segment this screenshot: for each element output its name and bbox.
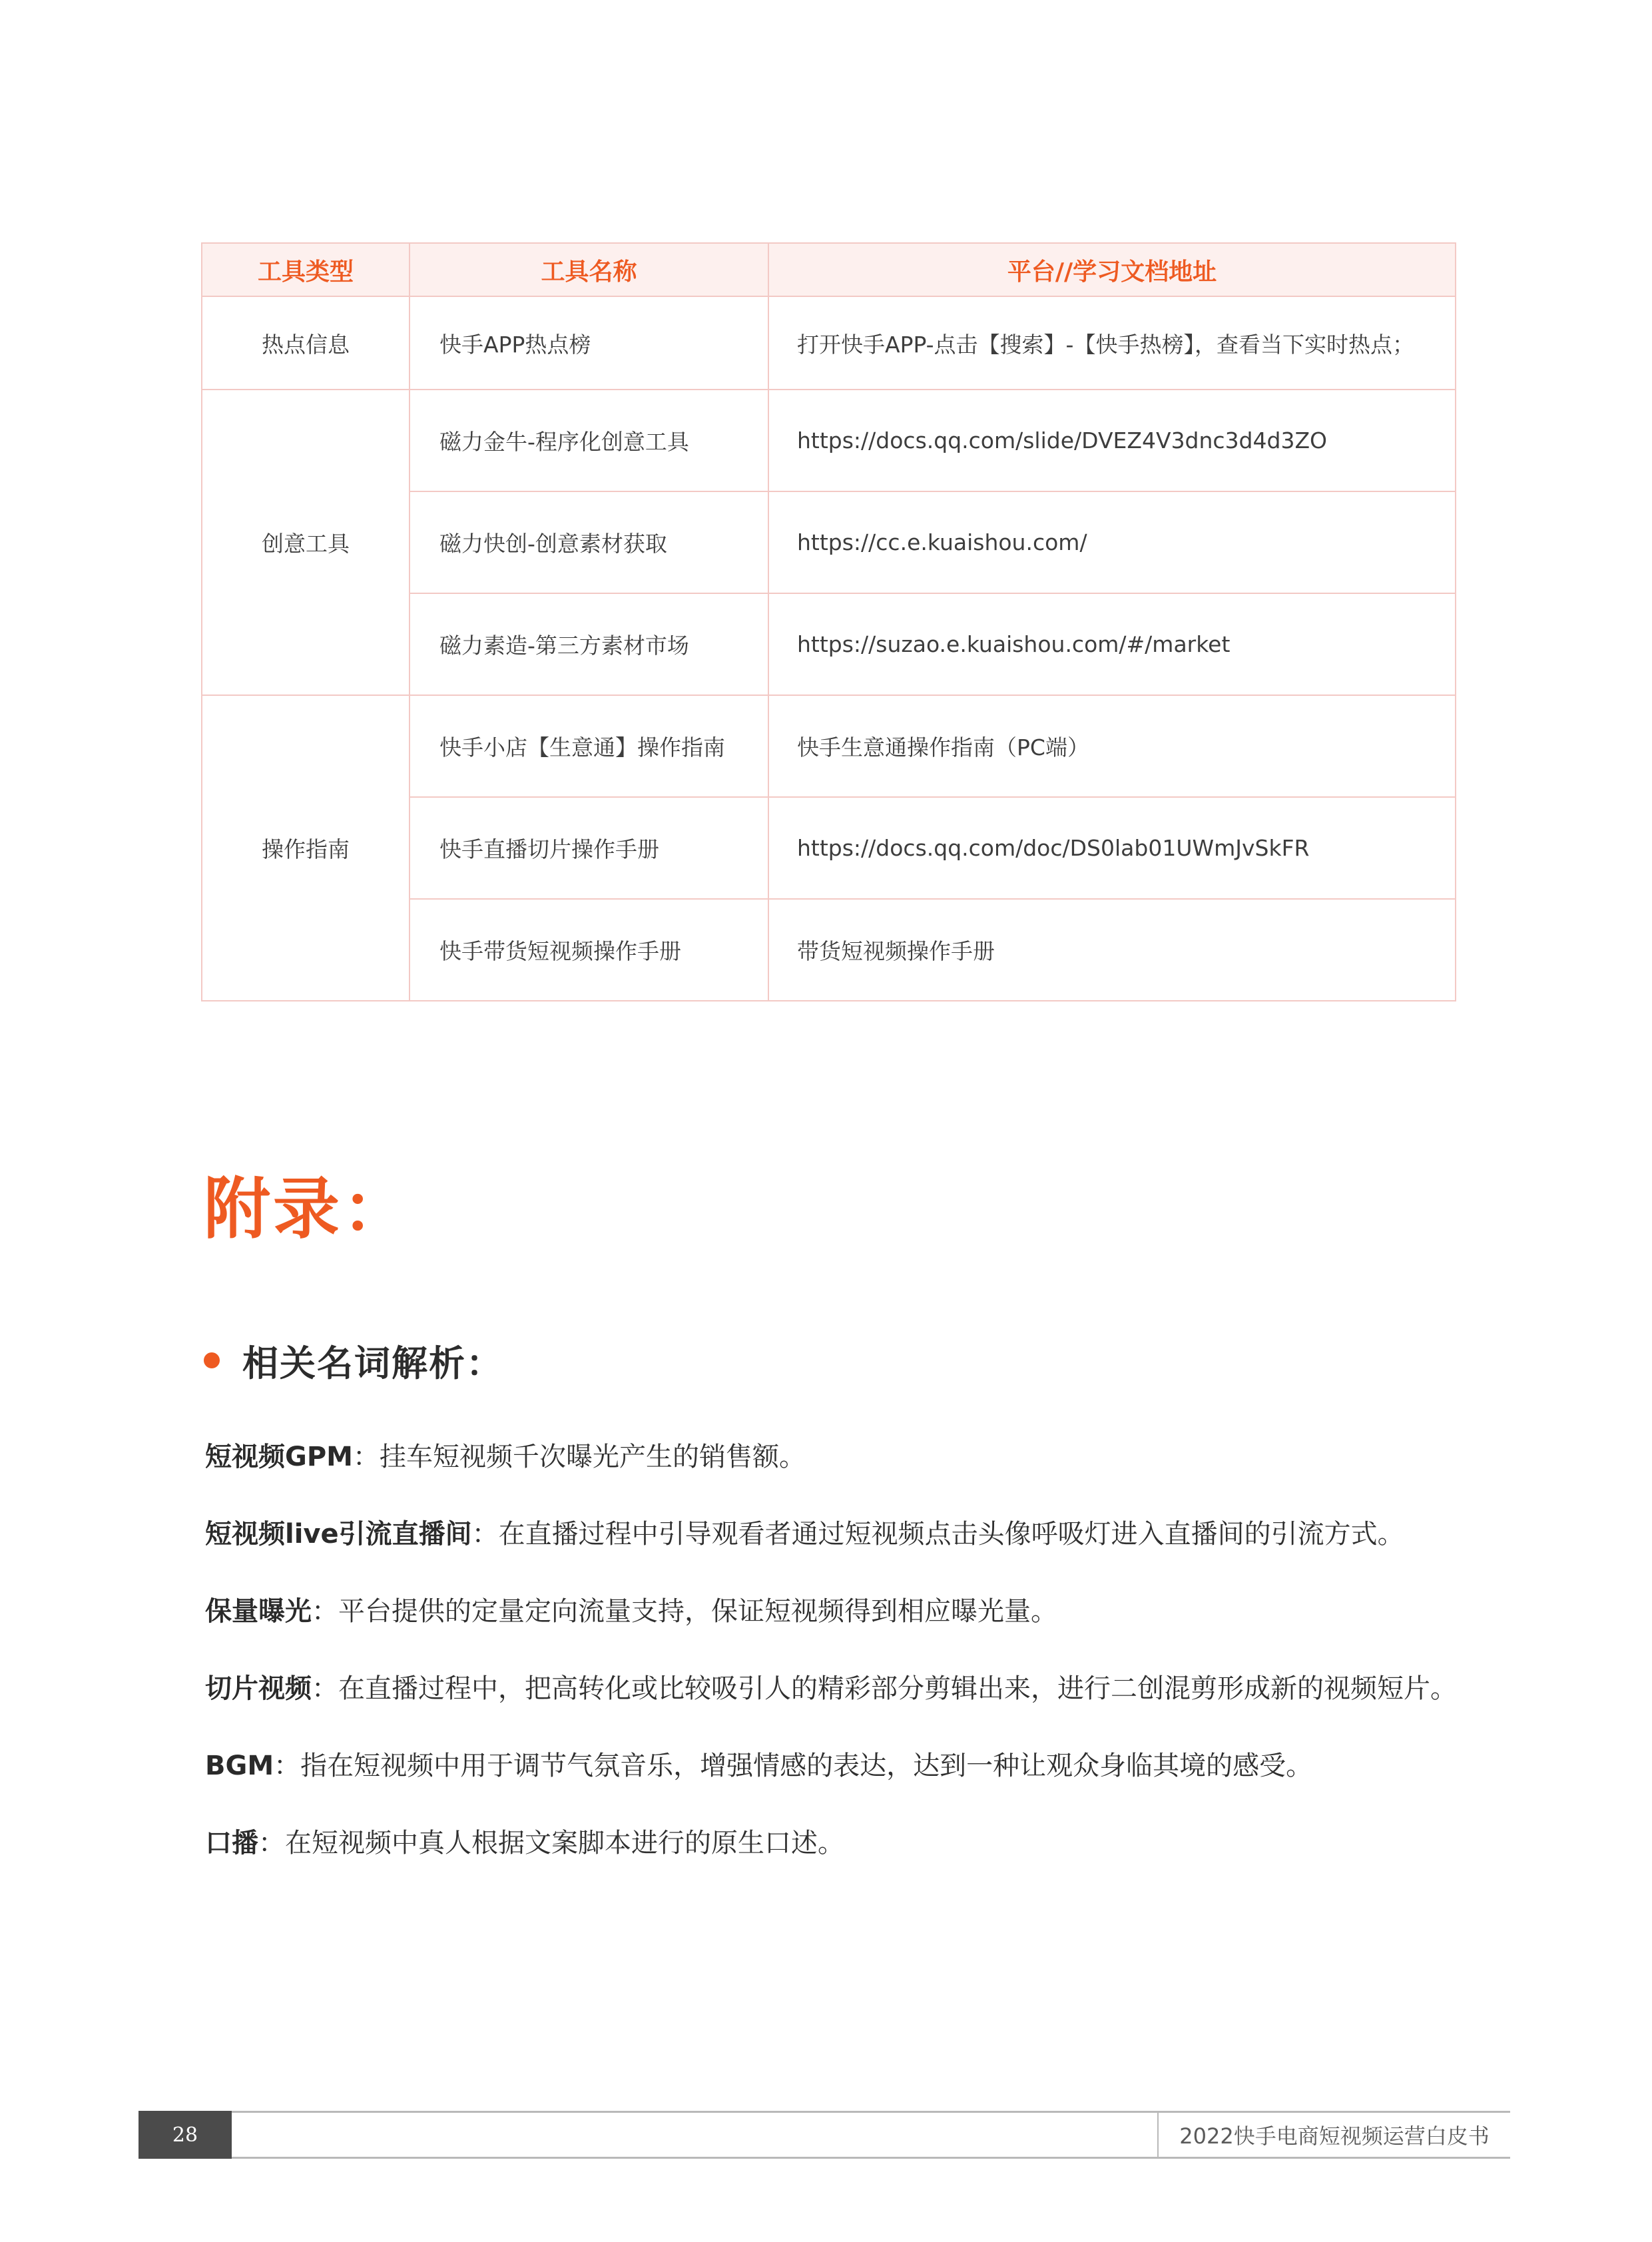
term-separator: ：	[274, 1751, 301, 1781]
header-tool-type: 工具类型	[202, 243, 410, 296]
address-cell: 快手生意通操作指南（PC端）	[768, 695, 1456, 797]
term-item	[205, 1509, 1457, 1559]
term-item	[205, 1432, 1457, 1482]
document-title: 2022快手电商短视频运营白皮书	[1179, 2123, 1490, 2149]
category-cell: 热点信息	[202, 296, 410, 390]
tool-name-cell: 快手小店【生意通】操作指南	[410, 695, 768, 797]
appendix-title: 附录：	[204, 1170, 412, 1248]
term-name: 口播	[205, 1828, 258, 1858]
term-separator: ：	[471, 1519, 499, 1549]
tool-name-cell: 快手APP热点榜	[410, 296, 768, 390]
term-name: 保量曝光	[205, 1596, 312, 1627]
term-list	[205, 1432, 1457, 1895]
term-definition: 在直播过程中引导观看者通过短视频点击头像呼吸灯进入直播间的引流方式。	[498, 1519, 1404, 1549]
header-tool-name: 工具名称	[410, 243, 768, 296]
category-cell: 创意工具	[202, 390, 410, 695]
tool-name-cell: 磁力快创-创意素材获取	[410, 491, 768, 593]
category-cell: 操作指南	[202, 695, 410, 1001]
address-cell: 打开快手APP-点击【搜索】-【快手热榜】，查看当下实时热点；	[768, 296, 1456, 390]
term-item	[205, 1663, 1457, 1714]
term-item	[205, 1818, 1457, 1868]
address-cell: 带货短视频操作手册	[768, 899, 1456, 1001]
term-name: BGM	[205, 1751, 274, 1781]
term-item	[205, 1586, 1457, 1637]
term-separator: ：	[312, 1596, 338, 1627]
term-separator: ：	[312, 1673, 338, 1704]
bullet-dot-icon	[204, 1352, 220, 1368]
table-row	[202, 296, 1456, 390]
term-separator: ：	[258, 1828, 285, 1858]
term-separator: ：	[352, 1442, 380, 1472]
tool-name-cell: 磁力金牛-程序化创意工具	[410, 390, 768, 491]
tool-name-cell: 快手直播切片操作手册	[410, 797, 768, 899]
term-name: 切片视频	[205, 1673, 312, 1704]
term-definition: 指在短视频中用于调节气氛音乐，增强情感的表达，达到一种让观众身临其境的感受。	[300, 1751, 1313, 1781]
tools-table	[201, 242, 1456, 1001]
term-name: 短视频GPM	[205, 1442, 353, 1472]
section-heading-text: 相关名词解析：	[242, 1342, 503, 1384]
page-footer	[138, 2111, 1510, 2159]
address-link[interactable]: https://docs.qq.com/doc/DS0lab01UWmJvSkFR	[768, 797, 1456, 899]
address-link[interactable]: https://cc.e.kuaishou.com/	[768, 491, 1456, 593]
term-definition: 在短视频中真人根据文案脚本进行的原生口述。	[285, 1828, 844, 1858]
table-header-row	[202, 243, 1456, 296]
term-definition: 挂车短视频千次曝光产生的销售额。	[379, 1442, 806, 1472]
section-heading	[204, 1336, 503, 1385]
term-item	[205, 1741, 1457, 1791]
term-definition: 平台提供的定量定向流量支持，保证短视频得到相应曝光量。	[338, 1596, 1057, 1627]
address-link[interactable]: https://docs.qq.com/slide/DVEZ4V3dnc3d4d3ZO	[768, 390, 1456, 491]
table-row	[202, 695, 1456, 797]
tool-name-cell: 快手带货短视频操作手册	[410, 899, 768, 1001]
header-platform-address: 平台//学习文档地址	[768, 243, 1456, 296]
term-name: 短视频live引流直播间	[205, 1519, 472, 1549]
address-link[interactable]: https://suzao.e.kuaishou.com/#/market	[768, 593, 1456, 695]
term-definition: 在直播过程中，把高转化或比较吸引人的精彩部分剪辑出来，进行二创混剪形成新的视频短片。	[338, 1673, 1457, 1704]
table-row	[202, 390, 1456, 491]
tool-name-cell: 磁力素造-第三方素材市场	[410, 593, 768, 695]
page-number: 28	[138, 2111, 232, 2159]
